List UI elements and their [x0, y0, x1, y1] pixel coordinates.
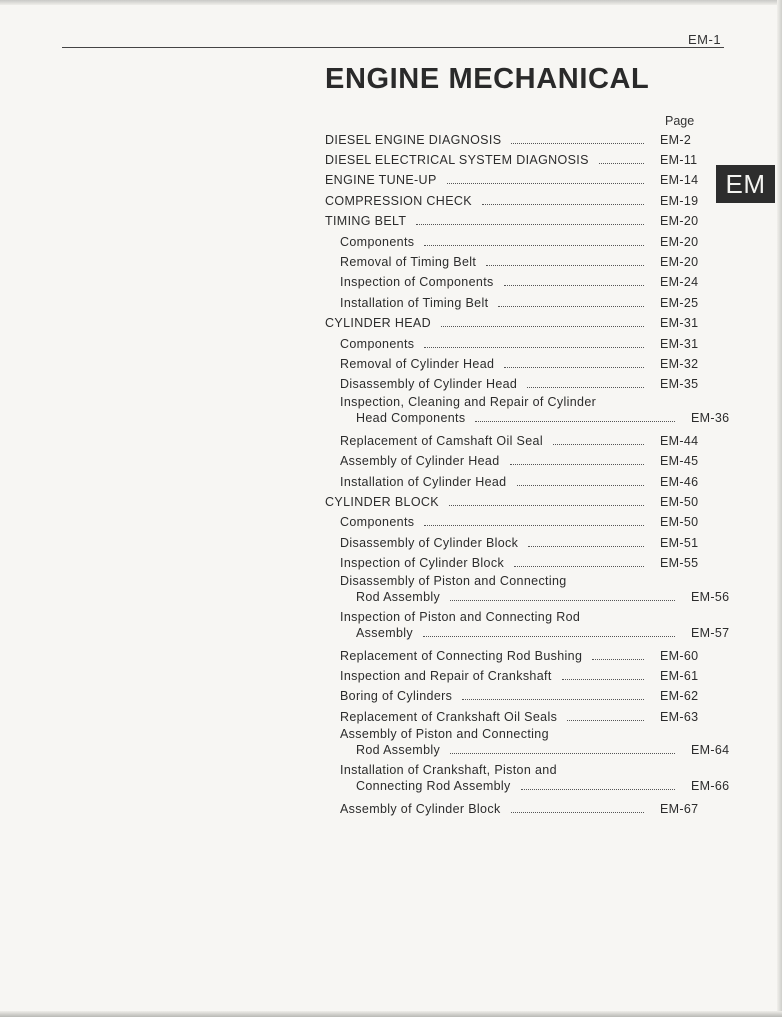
page-column-heading: Page — [665, 114, 695, 128]
dot-leader — [482, 204, 644, 205]
toc-entry-title: Replacement of Connecting Rod Bushing — [340, 648, 583, 663]
toc-entry-title: COMPRESSION CHECK — [325, 193, 472, 208]
toc-entry[interactable] — [325, 553, 715, 573]
dot-leader — [449, 505, 644, 506]
toc-entry-title: Installation of Cylinder Head — [340, 474, 507, 489]
toc-entry[interactable] — [325, 354, 715, 374]
toc-entry-title: Boring of Cylinders — [340, 689, 453, 704]
toc-entry-title: Assembly of Piston and Connecting — [340, 727, 549, 742]
dot-leader — [441, 326, 644, 327]
toc-entry-page: EM-32 — [660, 356, 699, 371]
dot-leader — [528, 546, 644, 547]
toc-entry[interactable] — [325, 395, 730, 431]
toc-entry-page: EM-19 — [660, 193, 699, 208]
dot-leader — [423, 636, 675, 637]
page-top-edge — [0, 0, 782, 5]
toc-entry-title: Disassembly of Cylinder Block — [340, 535, 519, 550]
toc-entry-page: EM-51 — [660, 535, 699, 550]
dot-leader — [521, 789, 675, 790]
page-number: EM-1 — [688, 32, 722, 47]
toc-entry-page: EM-66 — [691, 779, 730, 794]
page-right-edge — [777, 0, 782, 1017]
page-bottom-edge — [0, 1011, 782, 1017]
dot-leader — [450, 753, 675, 754]
toc-entry-title: CYLINDER HEAD — [325, 316, 431, 331]
toc-entry-title: ENGINE TUNE-UP — [325, 173, 437, 188]
toc-entry[interactable] — [325, 573, 730, 610]
toc-entry[interactable] — [325, 609, 730, 646]
toc-entry-title: CYLINDER BLOCK — [325, 494, 439, 509]
toc-entry-page: EM-11 — [660, 153, 698, 168]
toc-entry[interactable] — [325, 451, 715, 471]
toc-entry-title: Disassembly of Piston and Connecting — [340, 573, 567, 588]
toc-entry[interactable] — [325, 293, 715, 313]
header-rule — [62, 47, 724, 48]
toc-entry-title: Installation of Timing Belt — [340, 295, 489, 310]
dot-leader — [447, 183, 644, 184]
dot-leader — [599, 163, 644, 164]
toc-entry-title: Inspection of Piston and Connecting Rod — [340, 609, 581, 624]
page-title: ENGINE MECHANICAL — [325, 63, 650, 95]
toc-entry[interactable] — [325, 273, 715, 293]
toc-entry-title-continuation: Rod Assembly — [356, 589, 441, 604]
toc-entry-title-continuation: Connecting Rod Assembly — [356, 779, 511, 794]
toc-entry-title: DIESEL ELECTRICAL SYSTEM DIAGNOSIS — [325, 153, 589, 168]
dot-leader — [592, 659, 644, 660]
dot-leader — [450, 600, 675, 601]
toc-entry[interactable] — [325, 727, 730, 763]
toc-entry[interactable] — [325, 150, 715, 170]
dot-leader — [424, 525, 644, 526]
toc-entry-page: EM-44 — [660, 433, 699, 448]
dot-leader — [475, 421, 675, 422]
toc-entry[interactable] — [325, 171, 715, 191]
toc-entry[interactable] — [325, 191, 715, 211]
toc-entry-title: Disassembly of Cylinder Head — [340, 377, 518, 392]
toc-entry[interactable] — [325, 212, 715, 232]
dot-leader — [510, 464, 644, 465]
toc-entry-page: EM-20 — [660, 255, 699, 270]
toc-entry-page: EM-62 — [660, 689, 699, 704]
dot-leader — [424, 245, 644, 246]
toc-entry-title: Replacement of Crankshaft Oil Seals — [340, 709, 558, 724]
toc-entry-page: EM-61 — [660, 668, 699, 683]
dot-leader — [498, 306, 644, 307]
table-of-contents — [325, 130, 730, 820]
toc-entry-page: EM-60 — [660, 648, 699, 663]
toc-entry-page: EM-55 — [660, 556, 699, 571]
dot-leader — [416, 224, 644, 225]
toc-entry[interactable] — [325, 232, 715, 252]
toc-entry-page: EM-20 — [660, 234, 699, 249]
toc-entry-page: EM-64 — [691, 743, 730, 758]
toc-entry[interactable] — [325, 533, 715, 553]
toc-entry[interactable] — [325, 763, 730, 799]
toc-entry-page: EM-50 — [660, 515, 699, 530]
toc-entry-title: Assembly of Cylinder Head — [340, 454, 500, 469]
toc-entry-page: EM-57 — [691, 625, 730, 640]
dot-leader — [567, 720, 644, 721]
dot-leader — [527, 387, 644, 388]
toc-entry-title: Installation of Crankshaft, Piston and — [340, 763, 557, 778]
toc-entry[interactable] — [325, 687, 715, 707]
toc-entry-page: EM-14 — [660, 173, 699, 188]
toc-entry-page: EM-31 — [660, 336, 699, 351]
dot-leader — [517, 485, 645, 486]
dot-leader — [514, 566, 644, 567]
dot-leader — [486, 265, 644, 266]
toc-entry-title: Inspection, Cleaning and Repair of Cylinder — [340, 395, 597, 410]
toc-entry-title: Inspection of Components — [340, 275, 494, 290]
toc-entry-page: EM-50 — [660, 494, 699, 509]
toc-entry-title: DIESEL ENGINE DIAGNOSIS — [325, 132, 502, 147]
toc-entry-page: EM-67 — [660, 802, 699, 817]
dot-leader — [511, 812, 644, 813]
toc-entry[interactable] — [325, 492, 715, 512]
toc-entry[interactable] — [325, 314, 715, 334]
toc-entry-title-continuation: Rod Assembly — [356, 743, 441, 758]
section-tab[interactable]: EM — [716, 165, 775, 203]
toc-entry-title: Assembly of Cylinder Block — [340, 802, 501, 817]
toc-entry-page: EM-24 — [660, 275, 699, 290]
toc-entry-page: EM-46 — [660, 474, 699, 489]
toc-entry[interactable] — [325, 799, 715, 819]
toc-entry-title: Components — [340, 336, 415, 351]
toc-entry-page: EM-35 — [660, 377, 699, 392]
toc-entry-title: Removal of Cylinder Head — [340, 356, 495, 371]
toc-entry-page: EM-2 — [660, 132, 692, 147]
dot-leader — [562, 679, 644, 680]
toc-entry-title: Inspection of Cylinder Block — [340, 556, 505, 571]
toc-entry[interactable] — [325, 666, 715, 686]
toc-entry-title: TIMING BELT — [325, 214, 407, 229]
toc-entry-title: Replacement of Camshaft Oil Seal — [340, 433, 543, 448]
toc-entry[interactable] — [325, 472, 715, 492]
dot-leader — [504, 367, 644, 368]
toc-entry[interactable] — [325, 375, 715, 395]
toc-entry[interactable] — [325, 334, 715, 354]
toc-entry[interactable] — [325, 431, 715, 451]
toc-entry-title: Removal of Timing Belt — [340, 255, 477, 270]
dot-leader — [553, 444, 644, 445]
toc-entry-title-continuation: Head Components — [356, 411, 466, 426]
dot-leader — [462, 699, 644, 700]
toc-entry[interactable] — [325, 130, 715, 150]
toc-entry-title: Components — [340, 515, 415, 530]
dot-leader — [504, 285, 644, 286]
dot-leader — [511, 143, 644, 144]
toc-entry-page: EM-25 — [660, 295, 699, 310]
toc-entry-page: EM-56 — [691, 589, 730, 604]
toc-entry-title-continuation: Assembly — [356, 625, 413, 640]
toc-entry-page: EM-63 — [660, 709, 699, 724]
toc-entry-page: EM-31 — [660, 316, 699, 331]
toc-entry[interactable] — [325, 646, 715, 666]
toc-entry-page: EM-45 — [660, 454, 699, 469]
toc-entry-title: Components — [340, 234, 415, 249]
toc-entry[interactable] — [325, 252, 715, 272]
toc-entry-page: EM-20 — [660, 214, 699, 229]
dot-leader — [424, 347, 644, 348]
toc-entry-page: EM-36 — [691, 411, 730, 426]
toc-entry[interactable] — [325, 707, 715, 727]
toc-entry[interactable] — [325, 513, 715, 533]
toc-entry-title: Inspection and Repair of Crankshaft — [340, 668, 552, 683]
